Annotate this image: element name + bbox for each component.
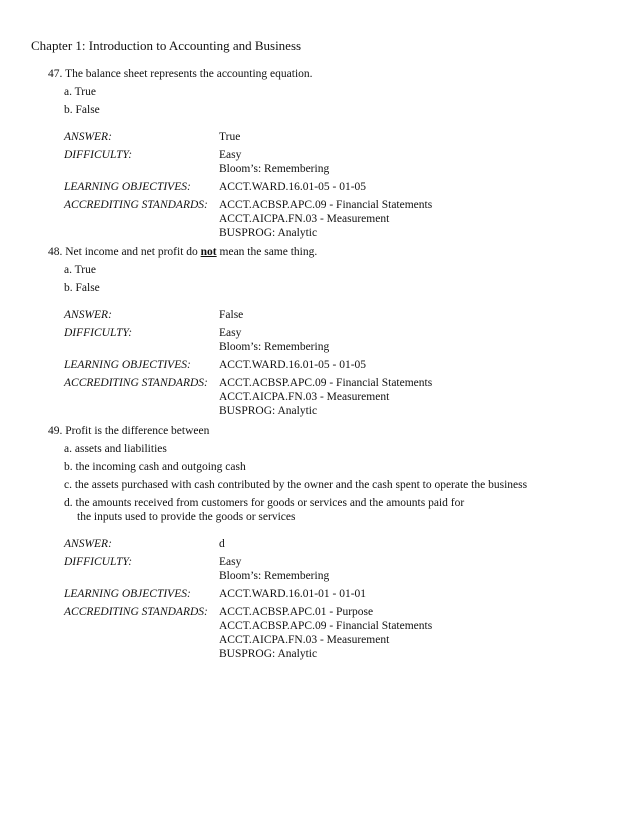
answer-options: [64, 263, 623, 295]
standard-value: ACCT.AICPA.FN.03 - Measurement: [219, 213, 390, 225]
option-text: False: [75, 104, 100, 116]
difficulty-value: Easy: [219, 556, 242, 568]
answer-value: True: [219, 131, 241, 143]
learning-objective-value: ACCT.WARD.16.01-01 - 01-01: [219, 588, 367, 600]
standard-value: ACCT.ACBSP.APC.01 - Purpose: [219, 606, 374, 618]
standard-value: BUSPROG: Analytic: [219, 227, 318, 239]
learning-objectives-label: LEARNING OBJECTIVES:: [64, 588, 191, 600]
standard-value: ACCT.AICPA.FN.03 - Measurement: [219, 391, 390, 403]
difficulty-row: [64, 148, 623, 176]
option-letter: b.: [64, 282, 73, 294]
option-letter: b.: [64, 104, 73, 116]
blooms-value: Bloom’s: Remembering: [219, 341, 330, 353]
question-47: [48, 67, 623, 244]
option-text: the incoming cash and outgoing cash: [75, 461, 246, 473]
answer-row: [64, 537, 623, 551]
standard-value: ACCT.ACBSP.APC.09 - Financial Statements: [219, 377, 433, 389]
option-a: [64, 442, 623, 456]
question-number: 48.: [48, 246, 63, 258]
question-text-start: Net income and net profit do: [65, 246, 201, 258]
option-letter: d.: [64, 497, 73, 509]
question-text: The balance sheet represents the accounting equation.: [65, 68, 313, 80]
answer-value: d: [219, 538, 225, 550]
answer-value: False: [219, 309, 244, 321]
option-letter: a.: [64, 86, 72, 98]
option-letter: a.: [64, 443, 72, 455]
question-metadata: [64, 537, 623, 661]
option-letter: c.: [64, 479, 72, 491]
blooms-value: Bloom’s: Remembering: [219, 163, 330, 175]
answer-row: [64, 130, 623, 144]
option-b: [64, 281, 623, 295]
accrediting-standards-row: [64, 198, 623, 240]
answer-label: ANSWER:: [64, 538, 112, 550]
answer-options: [64, 442, 623, 524]
question-48: [48, 245, 623, 422]
option-c: [64, 478, 623, 492]
option-d: [64, 496, 623, 524]
option-text: True: [74, 264, 96, 276]
difficulty-row: [64, 326, 623, 354]
option-text: False: [75, 282, 100, 294]
accrediting-standards-row: [64, 605, 623, 661]
blooms-value: Bloom’s: Remembering: [219, 570, 330, 582]
chapter-title: Chapter 1: Introduction to Accounting and Business: [31, 38, 302, 53]
standard-value: ACCT.ACBSP.APC.09 - Financial Statements: [219, 199, 433, 211]
option-text-continuation: the inputs used to provide the goods or services: [77, 511, 296, 523]
option-a: [64, 85, 623, 99]
question-number: 49.: [48, 425, 63, 437]
question-text-end: mean the same thing.: [216, 246, 318, 258]
question-49: [48, 424, 623, 665]
learning-objectives-row: [64, 180, 623, 194]
difficulty-label: DIFFICULTY:: [64, 556, 133, 568]
learning-objective-value: ACCT.WARD.16.01-05 - 01-05: [219, 359, 367, 371]
accrediting-standards-label: ACCREDITING STANDARDS:: [64, 377, 208, 389]
question-text: Profit is the difference between: [65, 425, 210, 437]
option-b: [64, 103, 623, 117]
option-letter: b.: [64, 461, 73, 473]
option-a: [64, 263, 623, 277]
question-stem: [48, 245, 623, 259]
difficulty-value: Easy: [219, 327, 242, 339]
question-number: 47.: [48, 68, 63, 80]
answer-options: [64, 85, 623, 117]
answer-label: ANSWER:: [64, 131, 112, 143]
accrediting-standards-label: ACCREDITING STANDARDS:: [64, 199, 208, 211]
option-letter: a.: [64, 264, 72, 276]
difficulty-label: DIFFICULTY:: [64, 327, 133, 339]
question-stem: [48, 424, 623, 438]
difficulty-label: DIFFICULTY:: [64, 149, 133, 161]
learning-objectives-label: LEARNING OBJECTIVES:: [64, 359, 191, 371]
option-b: [64, 460, 623, 474]
option-text: assets and liabilities: [74, 443, 167, 455]
standard-value: BUSPROG: Analytic: [219, 648, 318, 660]
question-text-emphasis: not: [200, 246, 217, 258]
standard-value: BUSPROG: Analytic: [219, 405, 318, 417]
question-metadata: [64, 308, 623, 418]
answer-row: [64, 308, 623, 322]
option-text: True: [74, 86, 96, 98]
option-text: the assets purchased with cash contributed by the owner and the cash spent to operate the business: [74, 479, 528, 491]
difficulty-row: [64, 555, 623, 583]
learning-objective-value: ACCT.WARD.16.01-05 - 01-05: [219, 181, 367, 193]
answer-label: ANSWER:: [64, 309, 112, 321]
option-text: the amounts received from customers for goods or services and the amounts paid for: [75, 497, 465, 509]
accrediting-standards-row: [64, 376, 623, 418]
learning-objectives-row: [64, 587, 623, 601]
question-metadata: [64, 130, 623, 240]
standard-value: ACCT.ACBSP.APC.09 - Financial Statements: [219, 620, 433, 632]
difficulty-value: Easy: [219, 149, 242, 161]
learning-objectives-label: LEARNING OBJECTIVES:: [64, 181, 191, 193]
question-stem: [48, 67, 623, 81]
accrediting-standards-label: ACCREDITING STANDARDS:: [64, 606, 208, 618]
standard-value: ACCT.AICPA.FN.03 - Measurement: [219, 634, 390, 646]
learning-objectives-row: [64, 358, 623, 372]
